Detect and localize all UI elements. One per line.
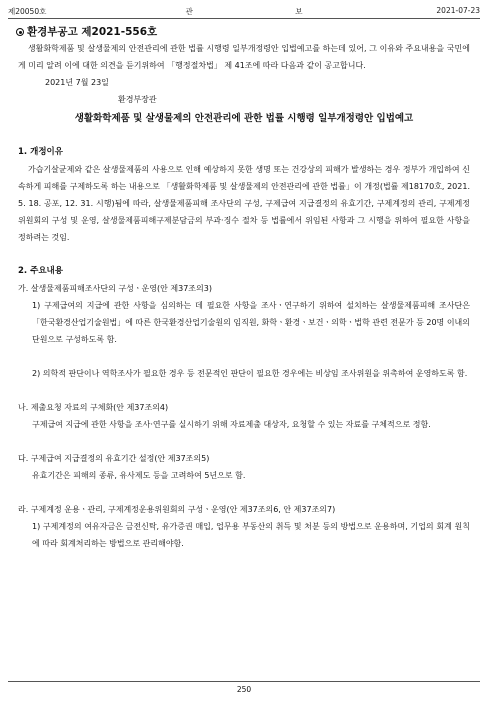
item-na-body: 구제급여 지급에 관한 사항을 조사·연구를 실시하기 위해 자료제출 대상자, 요청할 수 있는 자료를 구체적으로 정함. bbox=[32, 420, 431, 429]
document-body bbox=[18, 24, 470, 552]
issue-date: 2021-07-23 bbox=[436, 6, 480, 15]
item-da-title: 다. 구제급여 지급결정의 유효기간 설정(안 제37조의5) bbox=[18, 454, 210, 463]
section2-heading: 2. 주요내용 bbox=[18, 266, 63, 276]
item-na-title: 나. 제출요청 자료의 구체화(안 제37조의4) bbox=[18, 403, 169, 412]
gazette-header bbox=[8, 6, 480, 18]
item-ra-title: 라. 구제계정 운용ㆍ관리, 구제계정운용위원회의 구성ㆍ운영(안 제37조의6, 안 제37조의7) bbox=[18, 505, 336, 514]
circle-bullet-icon bbox=[16, 28, 24, 36]
notice-heading bbox=[16, 24, 470, 40]
page-number: 250 bbox=[236, 685, 252, 694]
notice-org: 환경부장관 bbox=[118, 95, 157, 104]
notice-title: 생활화학제품 및 살생물제의 안전관리에 관한 법률 시행령 일부개정령안 입법예고 bbox=[74, 113, 414, 124]
gazette-title: 관 보 bbox=[185, 7, 353, 16]
item-ga-1: 1) 구제급여의 지급에 관한 사항을 심의하는 데 필요한 사항을 조사ㆍ연구하기 위하여 설치하는 살생물제품피해 조사단은 「한국환경산업기술원법」에 따른 한국환경산업기술원의 임직원, 화학ㆍ환경ㆍ보건ㆍ의학ㆍ법학 관련 전문가 등 20명 이내의 단원으로 구성하도록 함. bbox=[32, 301, 471, 344]
section1-body: 가습기살균제와 같은 살생물제품의 사용으로 인해 예상하지 못한 생명 또는 건강상의 피해가 발생하는 경우 정부가 개입하여 신속하게 피해를 구제하도록 하는 내용으로 「생활화학제품 및 살생물제의 안전관리에 관한 법률」이 개정(법률 제18170호, 2021. 5. 18. 공포, 12. 31. 시행)됨에 따라, 살생물제품피해 조사단의 구성, 구제급여 지급결정의 유효기간, 구제계정의 관리, 구제계정위원회의 구성 및 운영, 살생물제품피해구제분담금의 부과·징수 절차 등 법률에서 위임된 사항과 그 시행을 위하여 필요한 사항을 정하려는 것임. bbox=[18, 165, 470, 242]
header-rule bbox=[8, 18, 480, 19]
notice-number: 환경부공고 제2021-556호 bbox=[27, 26, 158, 38]
notice-date: 2021년 7월 23일 bbox=[45, 78, 109, 87]
item-ga-title: 가. 살생물제품피해조사단의 구성ㆍ운영(안 제37조의3) bbox=[18, 284, 212, 293]
item-ra-1: 1) 구제계정의 여유자금은 금전신탁, 유가증권 매입, 업무용 부동산의 취득 및 처분 등의 방법으로 운용하며, 기업의 회계 원칙에 따라 회계처리하는 방법으로 관리해야함. bbox=[32, 522, 470, 548]
item-ga-2: 2) 의학적 판단이나 역학조사가 필요한 경우 등 전문적인 판단이 필요한 경우에는 비상임 조사위원을 위촉하여 운영하도록 함. bbox=[32, 369, 468, 378]
notice-intro: 생활화학제품 및 살생물제의 안전관리에 관한 법률 시행령 일부개정령안 입법예고를 하는데 있어, 그 이유와 주요내용을 국민에게 미리 알려 이에 대한 의견을 듣기위하여 「행정절차법」 제 41조에 따라 다음과 같이 공고합니다. bbox=[18, 44, 470, 70]
item-da-body: 유효기간은 피해의 종류, 유사제도 등을 고려하여 5년으로 함. bbox=[32, 471, 246, 480]
section1-heading: 1. 개정이유 bbox=[18, 147, 63, 157]
footer-rule bbox=[8, 681, 480, 682]
issue-number: 제20050호 bbox=[8, 7, 47, 16]
